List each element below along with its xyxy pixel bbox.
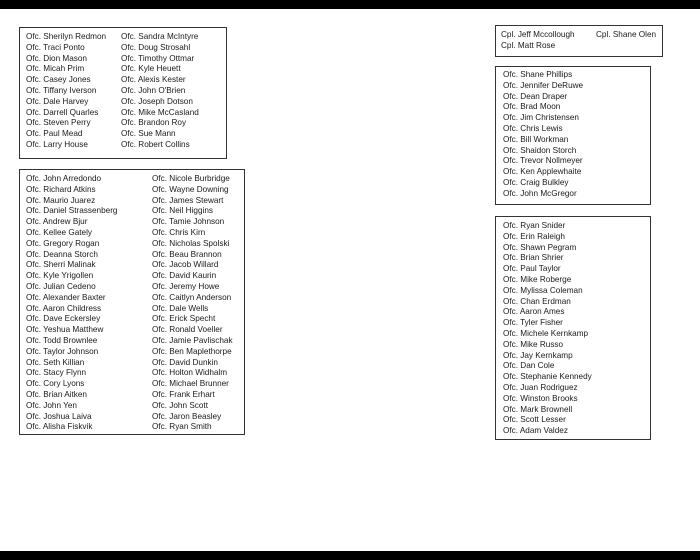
officer-name: Ofc. Alexis Kester <box>121 75 186 85</box>
officer-name: Ofc. Cory Lyons <box>26 379 85 389</box>
officer-name: Ofc. Sherilyn Redmon <box>26 32 107 41</box>
officer-name: Ofc. Bill Workman <box>503 134 569 144</box>
officer-name: Ofc. Nicole Burbridge <box>152 174 230 183</box>
officer-name: Ofc. Jamie Pavlischak <box>152 335 233 345</box>
officer-name: Ofc. David Kaurin <box>152 271 217 281</box>
officer-name: Cpl. Jeff Mccollough <box>501 30 575 39</box>
officer-name: Ofc. Ben Maplethorpe <box>152 346 232 356</box>
officer-name: Ofc. Frank Erhart <box>152 389 215 399</box>
officer-name: Ofc. Stacy Flynn <box>26 368 87 378</box>
officer-name: Ofc. Chris Lewis <box>503 123 563 133</box>
officer-name: Ofc. Traci Ponto <box>26 42 85 52</box>
officer-name: Ofc. Holton Widhalm <box>152 368 228 378</box>
officer-name: Ofc. Brad Moon <box>503 102 561 112</box>
officer-name: Ofc. Sue Mann <box>121 129 176 139</box>
officer-name: Ofc. Nicholas Spolski <box>152 238 230 248</box>
officer-name: Ofc. Jeremy Howe <box>152 281 220 291</box>
officer-name: Ofc. Dale Harvey <box>26 96 89 106</box>
officer-name: Ofc. Tyler Fisher <box>503 318 563 328</box>
officer-name: Ofc. Doug Strosahl <box>121 42 191 52</box>
officer-name: Ofc. Kyle Heuett <box>121 64 181 74</box>
officer-name: Ofc. Mike McCasland <box>121 107 199 117</box>
officer-name: Ofc. Chris Kirn <box>152 227 206 237</box>
officer-name: Ofc. Ryan Snider <box>503 221 566 230</box>
roster-column-right <box>152 174 233 433</box>
officer-name: Ofc. Erick Specht <box>152 314 216 324</box>
officer-name: Ofc. Todd Brownlee <box>26 335 98 345</box>
officer-name: Ofc. Steven Perry <box>26 118 91 128</box>
bottom-black-bar <box>0 551 700 560</box>
officer-name: Cpl. Shane Olen <box>596 30 657 39</box>
officer-name: Ofc. Casey Jones <box>26 75 91 85</box>
officer-name: Ofc. Sandra McIntyre <box>121 32 199 41</box>
officer-name: Ofc. Alexander Baxter <box>26 292 106 302</box>
officer-name: Ofc. Jennifer DeRuwe <box>503 80 584 90</box>
roster-box-4 <box>495 66 651 205</box>
officer-name: Ofc. Kyle Yrigollen <box>26 271 94 281</box>
officer-name: Ofc. Jacob Willard <box>152 260 219 270</box>
officer-name: Ofc. Timothy Ottmar <box>121 53 195 63</box>
officer-name: Ofc. Seth Killian <box>26 357 85 367</box>
officer-name: Ofc. Jay Kernkamp <box>503 350 573 360</box>
officer-name: Ofc. John O'Brien <box>121 85 186 95</box>
officer-name: Ofc. Kellee Gately <box>26 227 92 237</box>
officer-name: Ofc. Ken Applewhaite <box>503 167 582 177</box>
officer-name: Ofc. James Stewart <box>152 195 224 205</box>
officer-name: Ofc. Jim Christensen <box>503 113 579 123</box>
roster-box-2 <box>19 169 245 435</box>
roster-column-right <box>121 32 199 151</box>
officer-name: Ofc. Paul Taylor <box>503 264 561 274</box>
corporal-box <box>495 25 663 57</box>
officer-name: Ofc. Joseph Dotson <box>121 96 193 106</box>
officer-name: Ofc. Dion Mason <box>26 53 87 63</box>
roster-box-1 <box>19 27 227 159</box>
officer-name: Cpl. Matt Rose <box>501 40 556 50</box>
officer-name: Ofc. Winston Brooks <box>503 393 578 403</box>
officer-name: Ofc. Mike Roberge <box>503 274 572 284</box>
officer-name: Ofc. Shane Phillips <box>503 70 573 79</box>
officer-name: Ofc. John McGregor <box>503 188 577 198</box>
officer-name: Ofc. John Scott <box>152 400 208 410</box>
officer-name: Ofc. Michael Brunner <box>152 379 229 389</box>
officer-name: Ofc. Beau Brannon <box>152 249 222 259</box>
officer-name: Ofc. Ronald Voeller <box>152 325 223 335</box>
officer-name: Ofc. Brian Aitken <box>26 389 87 399</box>
officer-name: Ofc. Jaron Beasley <box>152 411 222 421</box>
officer-name: Ofc. Michele Kernkamp <box>503 328 589 338</box>
officer-name: Ofc. Stephanie Kennedy <box>503 372 592 382</box>
officer-name: Ofc. Craig Bulkley <box>503 177 569 187</box>
officer-name: Ofc. Tiffany Iverson <box>26 85 97 95</box>
officer-name: Ofc. Alisha Fiskvik <box>26 422 93 432</box>
officer-name: Ofc. Dale Wells <box>152 303 209 313</box>
officer-name: Ofc. Robert Collins <box>121 139 190 149</box>
officer-name: Ofc. Scott Lesser <box>503 415 566 425</box>
officer-name: Ofc. Dan Cole <box>503 361 555 371</box>
officer-name: Ofc. Micah Prim <box>26 64 85 74</box>
officer-name: Ofc. Mylissa Coleman <box>503 285 583 295</box>
officer-name: Ofc. Andrew Bjur <box>26 217 88 227</box>
officer-name: Ofc. Brandon Roy <box>121 118 187 128</box>
officer-name: Ofc. Taylor Johnson <box>26 346 99 356</box>
officer-name: Ofc. Dave Eckersley <box>26 314 101 324</box>
officer-name: Ofc. Dean Draper <box>503 91 568 101</box>
officer-name: Ofc. Paul Mead <box>26 129 83 139</box>
roster-column-left <box>26 174 117 433</box>
officer-name: Ofc. Chan Erdman <box>503 296 571 306</box>
officer-name: Ofc. Gregory Rogan <box>26 238 100 248</box>
officer-name: Ofc. Shawn Pegram <box>503 242 577 252</box>
officer-name: Ofc. John Arredondo <box>26 174 102 183</box>
officer-name: Ofc. Neil Higgins <box>152 206 213 216</box>
officer-name: Ofc. Larry House <box>26 139 88 149</box>
officer-name: Ofc. Richard Atkins <box>26 184 96 194</box>
roster-box-5 <box>495 216 651 440</box>
officer-name: Ofc. Sherri Malinak <box>26 260 96 270</box>
top-black-bar <box>0 0 700 9</box>
roster-column <box>503 221 592 437</box>
officer-name: Ofc. Caitlyn Anderson <box>152 292 232 302</box>
officer-name: Ofc. Yeshua Matthew <box>26 325 104 335</box>
roster-column-left <box>26 32 106 151</box>
roster-column-right <box>596 30 656 41</box>
officer-name: Ofc. Wayne Downing <box>152 184 229 194</box>
roster-column <box>503 70 583 200</box>
officer-name: Ofc. Ryan Smith <box>152 422 212 432</box>
officer-name: Ofc. Shaidon Storch <box>503 145 577 155</box>
officer-name: Ofc. Mark Brownell <box>503 404 573 414</box>
officer-name: Ofc. Tamie Johnson <box>152 217 225 227</box>
officer-name: Ofc. Erin Raleigh <box>503 231 565 241</box>
officer-name: Ofc. Brian Shrier <box>503 253 564 263</box>
officer-name: Ofc. Maurio Juarez <box>26 195 96 205</box>
officer-name: Ofc. John Yen <box>26 400 77 410</box>
officer-name: Ofc. Adam Valdez <box>503 426 568 436</box>
officer-name: Ofc. Mike Russo <box>503 339 564 349</box>
officer-name: Ofc. Trevor Nollmeyer <box>503 156 583 166</box>
officer-name: Ofc. Joshua Laiva <box>26 411 92 421</box>
officer-name: Ofc. David Dunkin <box>152 357 218 367</box>
officer-name: Ofc. Daniel Strassenberg <box>26 206 118 216</box>
officer-name: Ofc. Juan Rodriguez <box>503 382 578 392</box>
officer-name: Ofc. Julian Cedeno <box>26 281 96 291</box>
officer-name: Ofc. Aaron Ames <box>503 307 565 317</box>
officer-name: Ofc. Deanna Storch <box>26 249 98 259</box>
officer-name: Ofc. Aaron Childress <box>26 303 102 313</box>
officer-name: Ofc. Darrell Quarles <box>26 107 99 117</box>
roster-column-left <box>501 30 575 52</box>
